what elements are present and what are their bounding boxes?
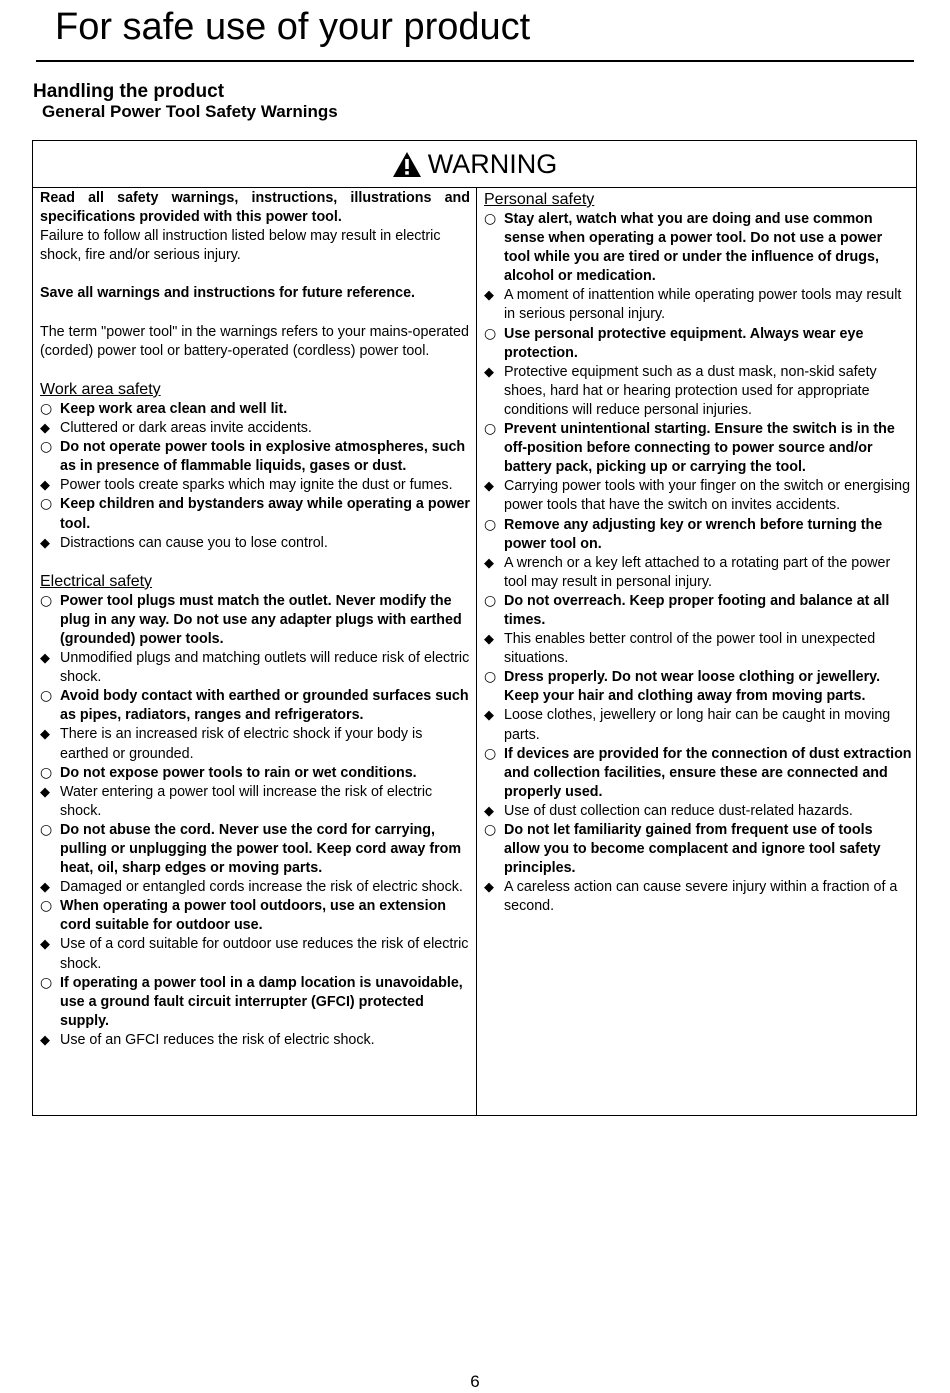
safety-rule bbox=[484, 210, 912, 286]
diamond-bullet-icon: ◆ bbox=[484, 632, 494, 648]
circle-bullet-icon: ○ bbox=[484, 822, 497, 838]
safety-note bbox=[484, 706, 912, 744]
item-text: Remove any adjusting key or wrench before turning the power tool on. bbox=[504, 516, 883, 552]
safety-rule bbox=[484, 821, 912, 878]
item-text: Protective equipment such as a dust mask, non-skid safety shoes, hard hat or hearing protection used for appropriate conditions will reduce personal injuries. bbox=[504, 363, 877, 418]
item-text: Prevent unintentional starting. Ensure the switch is in the off-position before connecting to power source and/or battery pack, picking up or carrying the tool. bbox=[504, 421, 895, 476]
diamond-bullet-icon: ◆ bbox=[484, 555, 494, 571]
item-text: Power tool plugs must match the outlet. Never modify the plug in any way. Do not use any adapter plugs with earthed (grounded) power tools. bbox=[60, 592, 462, 647]
circle-bullet-icon: ○ bbox=[484, 592, 497, 609]
work-area-list bbox=[40, 400, 470, 553]
intro-text: Failure to follow all instruction listed below may result in electric shock, fire and/or serious injury. bbox=[40, 228, 441, 264]
item-text: Use of dust collection can reduce dust-related hazards. bbox=[504, 802, 853, 819]
diamond-bullet-icon: ◆ bbox=[40, 727, 50, 743]
title-rule bbox=[36, 60, 914, 62]
term-definition: The term "power tool" in the warnings refers to your mains-operated (corded) power tool or battery-operated (cordless) power tool. bbox=[40, 323, 469, 359]
diamond-bullet-icon: ◆ bbox=[40, 1032, 50, 1048]
item-text: Use of a cord suitable for outdoor use reduces the risk of electric shock. bbox=[60, 936, 469, 972]
page-number: 6 bbox=[470, 1372, 480, 1391]
circle-bullet-icon: ○ bbox=[40, 898, 53, 915]
safety-rule bbox=[40, 974, 470, 1031]
item-text: Stay alert, watch what you are doing and use common sense when operating a power tool. Do not use a power tool while you are tired or under the influence of drugs, alcohol or medication. bbox=[504, 211, 883, 285]
safety-rule bbox=[40, 495, 470, 533]
circle-bullet-icon: ○ bbox=[40, 688, 53, 705]
item-text: Dress properly. Do not wear loose clothing or jewellery. Keep your hair and clothing away from moving parts. bbox=[504, 669, 881, 705]
safety-rule bbox=[484, 420, 912, 477]
circle-bullet-icon: ○ bbox=[484, 745, 497, 762]
circle-bullet-icon: ○ bbox=[484, 669, 497, 686]
warning-label: WARNING bbox=[427, 149, 558, 179]
circle-bullet-icon: ○ bbox=[484, 211, 497, 227]
personal-list bbox=[484, 210, 912, 916]
safety-rule bbox=[40, 764, 470, 783]
safety-note bbox=[484, 630, 912, 668]
item-text: Carrying power tools with your finger on the switch or energising power tools that have the switch on invites accidents. bbox=[504, 478, 911, 514]
safety-rule bbox=[484, 668, 912, 706]
safety-note bbox=[484, 878, 912, 916]
item-text: A wrench or a key left attached to a rotating part of the power tool may result in personal injury. bbox=[504, 554, 891, 590]
diamond-bullet-icon: ◆ bbox=[484, 708, 494, 724]
item-text: If devices are provided for the connection of dust extraction and collection facilities, ensure these are connected and properly used. bbox=[504, 745, 912, 800]
safety-note bbox=[484, 477, 912, 515]
electrical-heading: Electrical safety bbox=[40, 572, 153, 590]
safety-rule bbox=[484, 516, 912, 554]
safety-note bbox=[40, 725, 470, 763]
diamond-bullet-icon: ◆ bbox=[484, 288, 494, 304]
safety-rule bbox=[484, 592, 912, 630]
diamond-bullet-icon: ◆ bbox=[484, 880, 494, 896]
circle-bullet-icon: ○ bbox=[40, 821, 53, 838]
safety-note bbox=[40, 935, 470, 973]
diamond-bullet-icon: ◆ bbox=[40, 784, 50, 800]
item-text: Keep work area clean and well lit. bbox=[60, 400, 288, 417]
diamond-bullet-icon: ◆ bbox=[484, 364, 494, 380]
warning-triangle-icon bbox=[392, 151, 422, 178]
safety-rule bbox=[40, 592, 470, 649]
item-text: Loose clothes, jewellery or long hair can be caught in moving parts. bbox=[504, 707, 891, 743]
diamond-bullet-icon: ◆ bbox=[40, 651, 50, 667]
item-text: This enables better control of the power tool in unexpected situations. bbox=[504, 631, 876, 667]
circle-bullet-icon: ○ bbox=[40, 496, 53, 513]
safety-note bbox=[40, 649, 470, 687]
item-text: Unmodified plugs and matching outlets will reduce risk of electric shock. bbox=[60, 650, 470, 686]
intro-bold: Read all safety warnings, instructions, illustrations and specifications provided with this power tool. bbox=[40, 190, 470, 226]
safety-rule bbox=[40, 897, 470, 935]
safety-note bbox=[40, 783, 470, 821]
item-text: If operating a power tool in a damp location is unavoidable, use a ground fault circuit interrupter (GFCI) protected supply. bbox=[60, 974, 463, 1029]
circle-bullet-icon: ○ bbox=[40, 974, 53, 991]
item-text: Cluttered or dark areas invite accidents. bbox=[60, 420, 312, 437]
page-title: For safe use of your product bbox=[55, 6, 531, 48]
safety-note bbox=[40, 878, 470, 897]
item-text: A careless action can cause severe injury within a fraction of a second. bbox=[504, 879, 898, 915]
diamond-bullet-icon: ◆ bbox=[40, 478, 50, 494]
diamond-bullet-icon: ◆ bbox=[484, 803, 494, 819]
left-column bbox=[40, 189, 470, 1050]
safety-rule bbox=[484, 745, 912, 802]
safety-rule bbox=[484, 325, 912, 363]
safety-note bbox=[40, 419, 470, 438]
safety-rule bbox=[40, 687, 470, 725]
safety-note bbox=[484, 554, 912, 592]
circle-bullet-icon: ○ bbox=[40, 592, 53, 609]
safety-rule bbox=[40, 400, 470, 419]
safety-rule bbox=[40, 821, 470, 878]
column-divider bbox=[476, 187, 477, 1115]
item-text: A moment of inattention while operating power tools may result in serious personal injury. bbox=[504, 287, 902, 323]
circle-bullet-icon: ○ bbox=[484, 421, 497, 438]
item-text: Use of an GFCI reduces the risk of electric shock. bbox=[60, 1031, 375, 1048]
item-text: Damaged or entangled cords increase the risk of electric shock. bbox=[60, 879, 463, 896]
item-text: Do not let familiarity gained from frequent use of tools allow you to become complacent and ignore tool safety principles. bbox=[504, 822, 881, 877]
section-title: Handling the product bbox=[33, 81, 225, 102]
item-text: Water entering a power tool will increase the risk of electric shock. bbox=[60, 783, 433, 819]
circle-bullet-icon: ○ bbox=[40, 400, 53, 417]
item-text: There is an increased risk of electric shock if your body is earthed or grounded. bbox=[60, 726, 423, 762]
item-text: Do not overreach. Keep proper footing and balance at all times. bbox=[504, 592, 890, 628]
diamond-bullet-icon: ◆ bbox=[484, 479, 494, 495]
personal-heading: Personal safety bbox=[484, 191, 595, 208]
safety-note bbox=[484, 363, 912, 420]
safety-note bbox=[40, 476, 470, 495]
item-text: Do not abuse the cord. Never use the cord for carrying, pulling or unplugging the power tool. Keep cord away from heat, oil, sharp edges or moving parts. bbox=[60, 821, 462, 877]
save-notice: Save all warnings and instructions for future reference. bbox=[40, 285, 415, 302]
section-subtitle: General Power Tool Safety Warnings bbox=[42, 102, 338, 121]
item-text: Keep children and bystanders away while operating a power tool. bbox=[60, 496, 470, 532]
diamond-bullet-icon: ◆ bbox=[40, 937, 50, 953]
item-text: Power tools create sparks which may ignite the dust or fumes. bbox=[60, 477, 453, 494]
safety-note bbox=[484, 286, 912, 324]
work-area-heading: Work area safety bbox=[40, 380, 161, 398]
safety-note bbox=[484, 802, 912, 821]
item-text: Avoid body contact with earthed or grounded surfaces such as pipes, radiators, ranges and refrigerators. bbox=[60, 688, 469, 724]
electrical-list bbox=[40, 592, 470, 1050]
diamond-bullet-icon: ◆ bbox=[40, 535, 50, 551]
diamond-bullet-icon: ◆ bbox=[40, 880, 50, 896]
right-column bbox=[484, 190, 912, 916]
warning-box bbox=[32, 140, 917, 1116]
safety-note bbox=[40, 534, 470, 553]
safety-rule bbox=[40, 438, 470, 476]
circle-bullet-icon: ○ bbox=[484, 325, 497, 342]
diamond-bullet-icon: ◆ bbox=[40, 421, 50, 437]
item-text: Do not expose power tools to rain or wet conditions. bbox=[60, 764, 417, 781]
item-text: Do not operate power tools in explosive atmospheres, such as in presence of flammable liquids, gases or dust. bbox=[60, 439, 466, 475]
item-text: Distractions can cause you to lose control. bbox=[60, 534, 328, 551]
safety-note bbox=[40, 1031, 470, 1050]
warning-header bbox=[33, 141, 916, 188]
circle-bullet-icon: ○ bbox=[40, 439, 53, 456]
item-text: When operating a power tool outdoors, use an extension cord suitable for outdoor use. bbox=[60, 898, 447, 934]
circle-bullet-icon: ○ bbox=[484, 516, 497, 533]
item-text: Use personal protective equipment. Always wear eye protection. bbox=[504, 325, 864, 361]
circle-bullet-icon: ○ bbox=[40, 764, 53, 781]
